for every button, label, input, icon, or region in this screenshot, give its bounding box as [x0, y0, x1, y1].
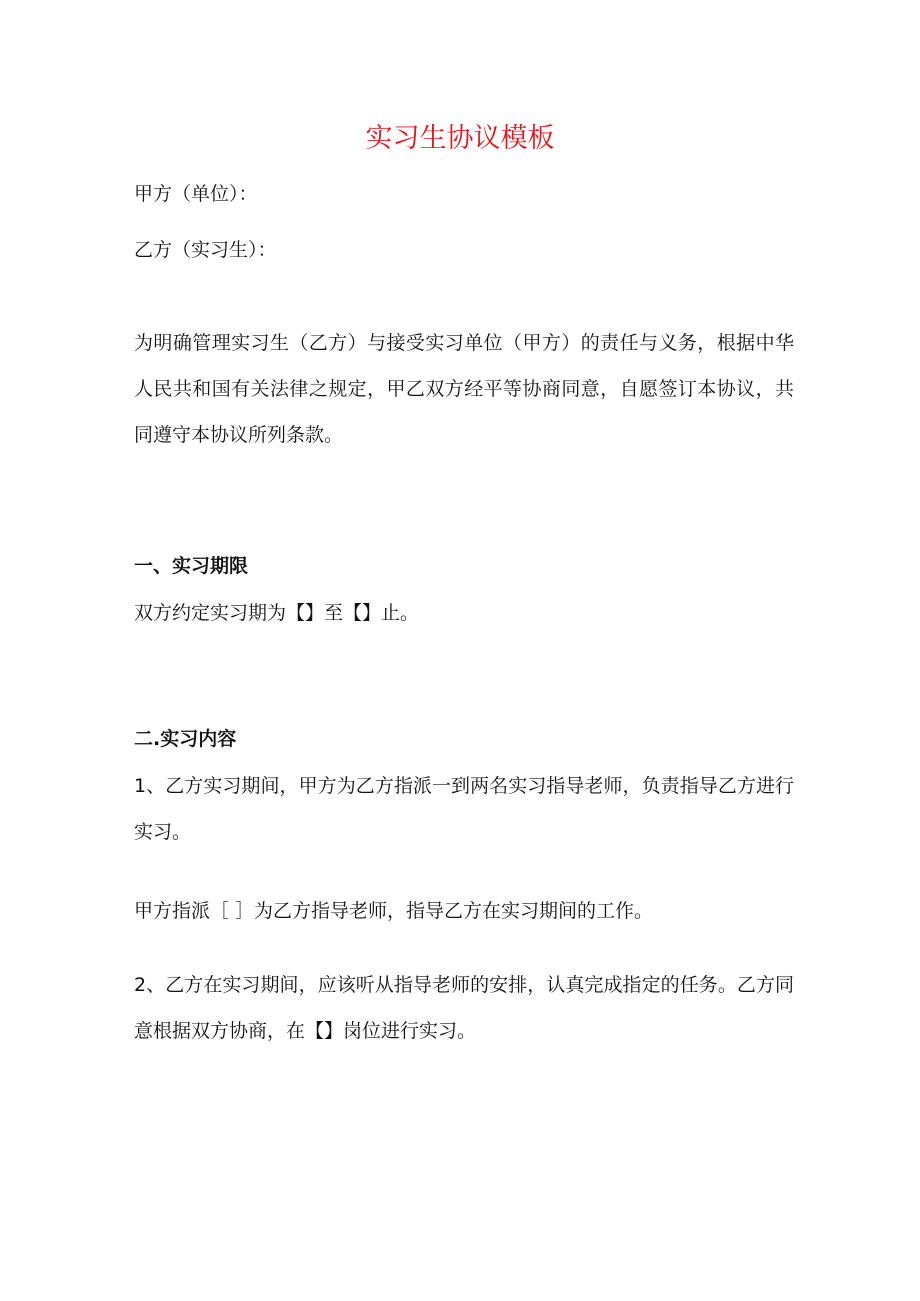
section2-heading: 二.实习内容: [134, 728, 237, 750]
section2-item1: 1、乙方实习期间，甲方为乙方指派一到两名实习指导老师，负责指导乙方进行实习。: [134, 775, 794, 843]
intro-paragraph: 为明确管理实习生（乙方）与接受实习单位（甲方）的责任与义务，根据中华人民共和国有关法律之规定，甲乙双方经平等协商同意，自愿签订本协议，共同遵守本协议所列条款。: [134, 332, 794, 446]
section2-item1-note: 甲方指派［ ］为乙方指导老师，指导乙方在实习期间的工作。: [134, 900, 654, 922]
section1-heading: 一、实习期限: [134, 555, 249, 577]
section1-text: 双方约定实习期为【】至【】止。: [134, 602, 420, 624]
section2-item2: 2、乙方在实习期间，应该听从指导老师的安排，认真完成指定的任务。乙方同意根据双方协商，在【】岗位进行实习。: [134, 974, 794, 1042]
party-a-line: 甲方（单位）：: [134, 183, 258, 205]
document-title: 实习生协议模板: [365, 123, 555, 154]
party-b-line: 乙方（实习生）：: [134, 239, 277, 261]
